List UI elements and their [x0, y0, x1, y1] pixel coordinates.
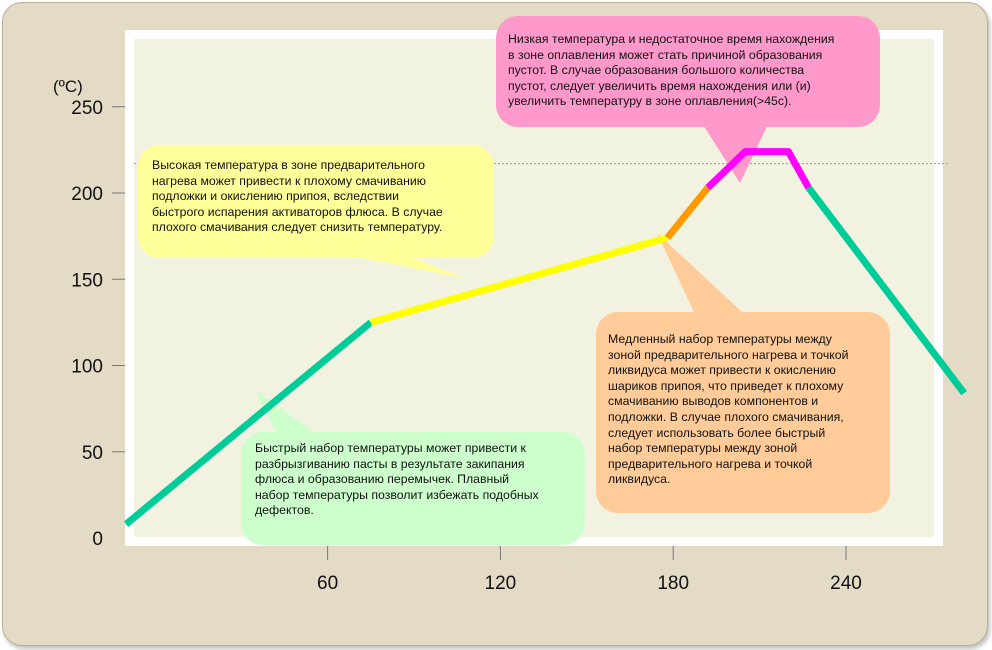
- callout-slow-ramp-to-liquidus: Медленный набор температуры между зоной предварительного нагрева и точкой ликвидуса может привести к окислению шариков припоя, что приведет к плохому смачиванию выводов компонентов и подложки. В случае плохого смачивания, следует использовать более быстрый набор температуры между зоной предварительного нагрева и точкой ликвидуса.: [596, 312, 890, 513]
- callout-fast-ramp: Быстрый набор температуры может привести к разбрызгиванию пасты в результате закипания флюса и образованию перемычек. Плавный набор температуры позволит избежать подобных дефектов.: [241, 432, 585, 545]
- x-tick-label-180: 180: [657, 573, 690, 594]
- y-tick-label-200: 200: [71, 184, 103, 205]
- y-tick-label-100: 100: [71, 356, 103, 378]
- y-tick-label-50: 50: [81, 442, 103, 464]
- x-tick-label-60: 60: [317, 573, 339, 594]
- y-tick-label-250: 250: [71, 97, 103, 119]
- y-tick-label-0: 0: [92, 529, 103, 550]
- x-tick-label-120: 120: [484, 573, 517, 594]
- x-tick-label-240: 240: [830, 573, 862, 594]
- y-tick-label-150: 150: [71, 270, 103, 292]
- y-axis-unit-label: (ºC): [53, 77, 83, 96]
- callout-reflow-low-temperature: Низкая температура и недостаточное время нахождения в зоне оплавления может стать причиной образования пустот. В случае образования большого количества пустот, следует увеличить время нахождения или (и) увеличить температуру в зоне оплавления(>45с).: [496, 16, 880, 127]
- callout-preheat-high-temperature: Высокая температура в зоне предварительного нагрева может привести к плохому смачиванию подложки и окислению припоя, вследствии быстрого испарения активаторов флюса. В случае плохого смачивания следует снизить температуру.: [138, 145, 494, 258]
